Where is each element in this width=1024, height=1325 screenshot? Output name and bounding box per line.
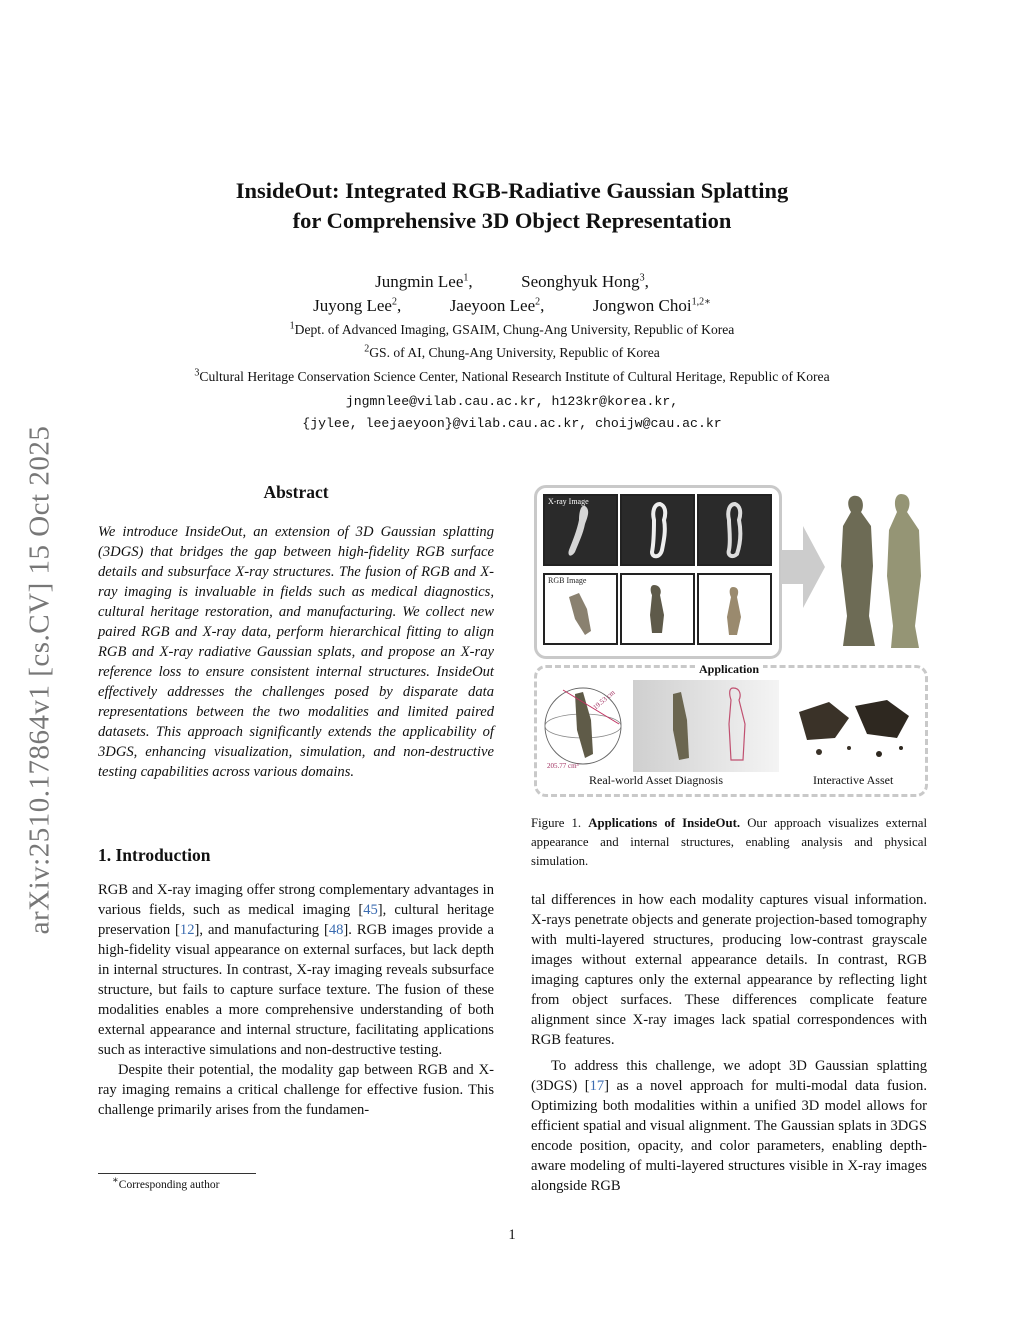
diagnosis-overlay xyxy=(633,680,779,772)
affiliation-2 xyxy=(0,345,1024,361)
citation-link[interactable]: 17 xyxy=(589,1078,605,1094)
author-sup: 3 xyxy=(639,272,645,284)
intro-paragraph-4 xyxy=(531,1056,927,1196)
xray-label: X-ray Image xyxy=(548,497,589,506)
citation-link[interactable]: 45 xyxy=(363,902,378,918)
arrow-icon xyxy=(781,522,826,612)
intro-left-column xyxy=(98,880,494,1120)
arxiv-id: arXiv:2510.17864v1 [cs.CV] 15 Oct 2025 xyxy=(23,425,56,935)
citation-link[interactable]: 12 xyxy=(179,922,195,938)
rgb-tile-1 xyxy=(543,573,618,645)
abstract-text: We introduce InsideOut, an extension of 3D Gaussian splatting (3DGS) that bridges the gap between high-fidelity RGB surface details and subsurface X-ray structures. The fusion of RGB and X-ray imaging is invaluable in fields such as medical diagnostics, cultural heritage restoration, and manufacturing. We collect new paired RGB and X-ray data, perform hierarchical fitting to align RGB and X-ray radiative Gaussian splats, and propose an X-ray reference loss to ensure consistent internal structures. InsideOut effectively addresses the challenges posed by disparate data representations between the two modalities and limited paired datasets. This approach significantly extends the applicability of 3DGS, enhancing visualization, simulation, and non-destructive testing capabilities across various domains. xyxy=(98,524,494,780)
affil-sup: 3 xyxy=(194,367,200,379)
affil-text: GS. of AI, Chung-Ang University, Republic of Korea xyxy=(369,345,660,360)
author-sup: 1,2∗ xyxy=(691,296,711,308)
email-line-1: jngmnlee@vilab.cau.ac.kr, h123kr@korea.kr, xyxy=(345,394,679,409)
page-number: 1 xyxy=(508,1227,516,1243)
author-line-2: Juyong Lee$^2$, Jaeyoon Lee$^2$, Jongwon Choi$^{1,2∗}$ xyxy=(313,296,711,315)
text-run: RGB and X-ray imaging offer strong complementary advantages in various fields, such as medical imaging [ xyxy=(98,882,494,918)
author-sup: 2 xyxy=(535,296,541,308)
interactive-label: Interactive Asset xyxy=(813,773,894,787)
caption-prefix: Figure 1. xyxy=(531,816,582,830)
text-run: To address this challenge, we adopt 3D Gaussian splatting (3DGS) [ xyxy=(531,1058,927,1094)
figure-1 xyxy=(531,482,931,800)
intro-paragraph-3: tal differences in how each modality captures visual information. X-rays penetrate objects and generate projection-based tomography with multi-layered structures, producing low-contrast grayscale images without external appearance details. In contrast, RGB imaging captures only the external appearance by reflecting light from object surfaces. These differences complicate feature alignment since X-ray images lack spatial correspondences with RGB features. xyxy=(531,892,927,1048)
intro-paragraph-2: Despite their potential, the modality gap between RGB and X-ray imaging remains a critical challenge for effective fusion. This challenge primarily arises from the fundamen- xyxy=(98,1062,494,1118)
rgb-tile-3 xyxy=(697,573,772,645)
affil-sup: 2 xyxy=(364,343,370,355)
xray-silhouette xyxy=(545,496,616,564)
measure-length: 19.53 cm xyxy=(591,688,617,712)
application-label: Application xyxy=(695,662,763,677)
author-sup: 1 xyxy=(463,272,469,284)
xray-tile-1 xyxy=(543,494,618,566)
abstract-heading: Abstract xyxy=(263,482,329,502)
text-run: ], and manufacturing [ xyxy=(194,922,329,938)
diagnosis-label: Real-world Asset Diagnosis xyxy=(589,773,723,787)
author-sup: 2 xyxy=(391,296,397,308)
email-line-2: {jylee, leejaeyoon}@vilab.cau.ac.kr, choijw@cau.ac.kr xyxy=(302,416,722,431)
interactive-fragments xyxy=(789,682,921,772)
rgb-statue xyxy=(545,575,616,643)
xray-silhouette xyxy=(622,496,693,564)
citation-link[interactable]: 48 xyxy=(328,922,344,938)
affil-sup: 1 xyxy=(289,320,295,332)
rgb-label: RGB Image xyxy=(548,576,587,585)
intro-right-column xyxy=(531,890,927,1196)
author-name: Jaeyoon Lee xyxy=(449,296,536,315)
affiliation-1 xyxy=(0,322,1024,338)
author-name: Jongwon Choi xyxy=(592,296,692,315)
text-run: ] as a novel approach for multi-modal data fusion. Optimizing both modalities within a unified 3D model allows for efficient spatial and visual alignment. The Gaussian splats in 3DGS encode position, opacity, and color parameters, enabling depth-aware modeling of multi-layered structures visible in X-ray images alongside RGB xyxy=(531,1078,927,1194)
affil-text: Cultural Heritage Conservation Science Center, National Research Institute of Cultural Heritage, Republic of Korea xyxy=(199,369,830,384)
rgb-statue xyxy=(699,575,770,643)
arxiv-sidebar xyxy=(18,375,62,985)
footnote xyxy=(112,1175,220,1191)
author-name: Juyong Lee xyxy=(313,296,392,315)
text-run: ], cultural heritage preservation [ xyxy=(98,902,494,938)
overlay-statues xyxy=(633,680,779,772)
measure-volume: 205.77 cm³ xyxy=(547,762,579,770)
intro-heading: 1. Introduction xyxy=(98,845,211,865)
rgb-statue xyxy=(622,575,693,643)
title-line-2: for Comprehensive 3D Object Representation xyxy=(292,208,732,233)
author-line-1: Jungmin Lee$^1$, Seonghyuk Hong$^3$, xyxy=(375,272,649,291)
affiliation-3 xyxy=(0,369,1024,385)
author-name: Jungmin Lee xyxy=(375,272,464,291)
footnote-rule xyxy=(98,1173,256,1174)
figure-caption xyxy=(531,814,927,871)
xray-silhouette xyxy=(699,496,770,564)
affil-text: Dept. of Advanced Imaging, GSAIM, Chung-Ang University, Republic of Korea xyxy=(294,322,735,337)
footnote-text: Corresponding author xyxy=(118,1179,220,1191)
intro-paragraph-1 xyxy=(98,880,494,1060)
xray-tile-3 xyxy=(697,494,772,566)
reconstructed-statues xyxy=(823,486,931,654)
paper-title xyxy=(0,176,1024,236)
caption-text: Our approach visualizes external appearance and internal structures, enabling analysis and physical simulation. xyxy=(531,816,927,868)
rgb-tile-2 xyxy=(620,573,695,645)
caption-bold: Applications of InsideOut. xyxy=(588,816,741,830)
xray-tile-2 xyxy=(620,494,695,566)
author-name: Seonghyuk Hong xyxy=(521,272,640,291)
title-line-1: InsideOut: Integrated RGB-Radiative Gaussian Splatting xyxy=(235,178,789,203)
footnote-mark: ∗ xyxy=(112,1175,119,1187)
text-run: ]. RGB images provide a high-fidelity visual appearance on external surfaces, but lack depth in internal structures. In contrast, X-ray imaging reveals subsurface structure, but fails to capture surface texture. The fusion of these modalities enables a more comprehensive understanding of both external appearance and internal structure, facilitating applications such as interactive simulations and non-destructive testing. xyxy=(98,922,494,1058)
